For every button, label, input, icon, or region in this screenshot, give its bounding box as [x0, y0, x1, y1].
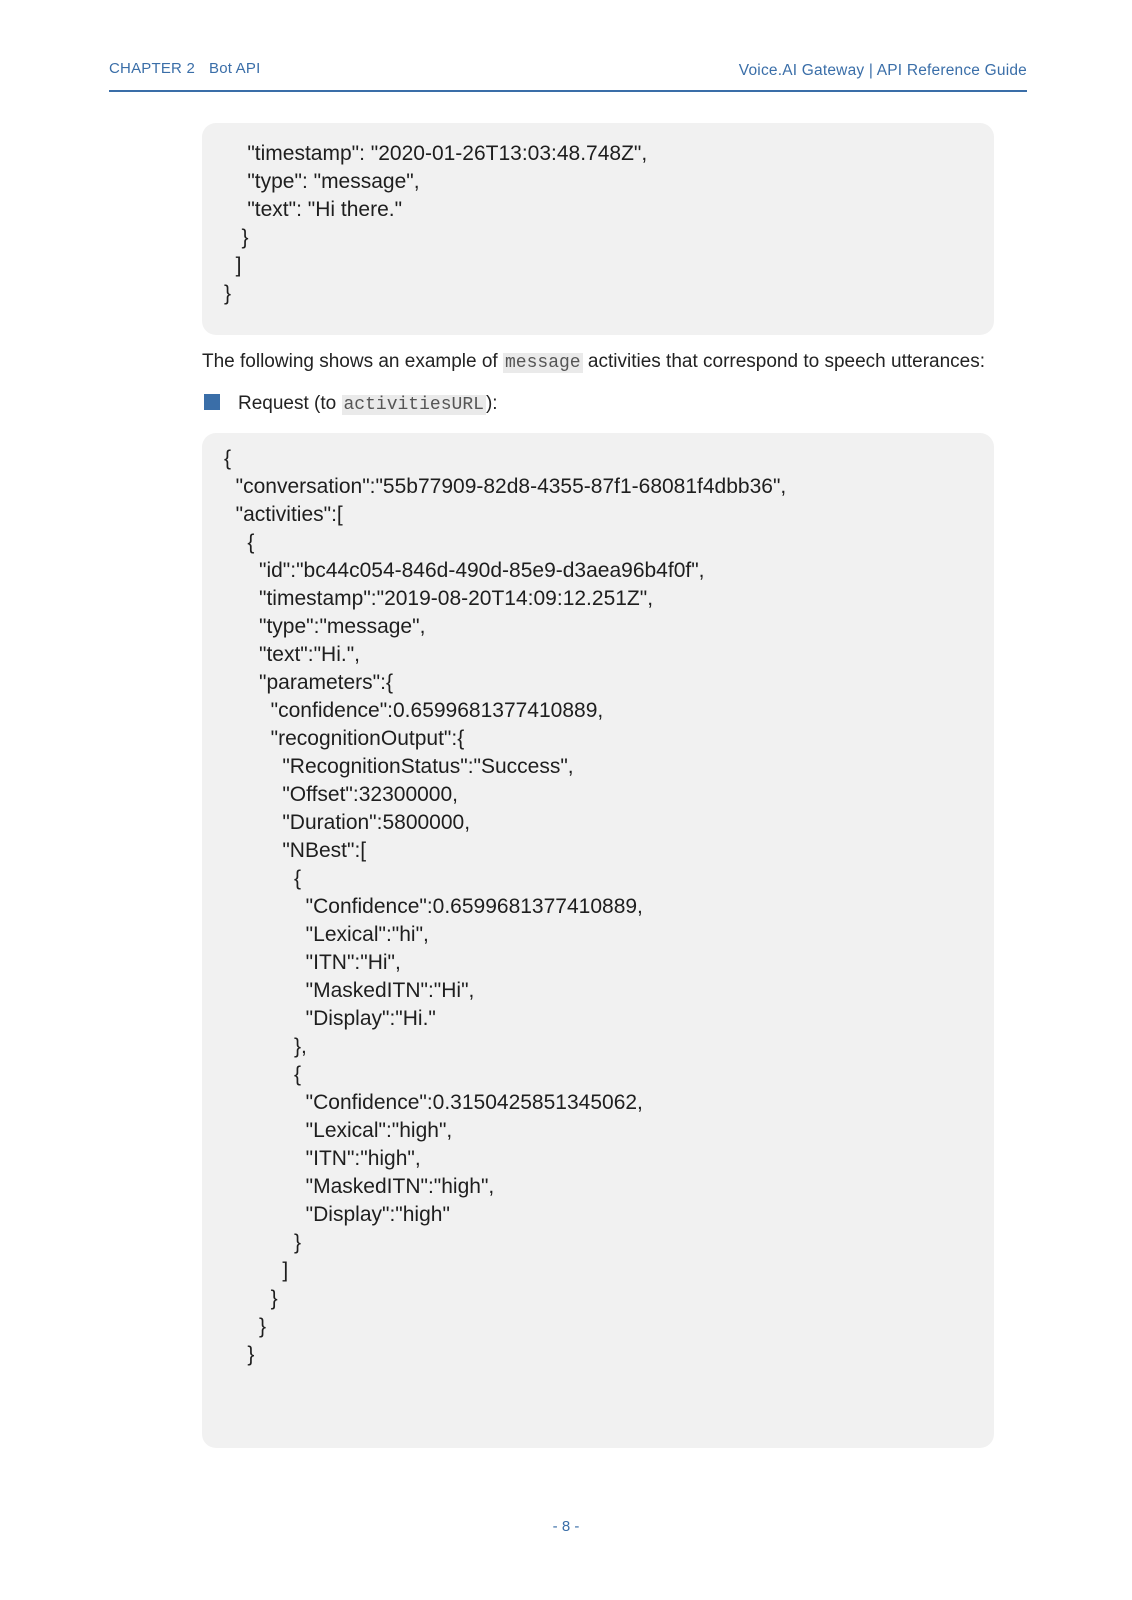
code-line: "timestamp": "2020-01-26T13:03:48.748Z", [224, 142, 648, 165]
code-line: "confidence":0.6599681377410889, [224, 699, 604, 722]
code-line: } [224, 1231, 302, 1254]
code-line: "id":"bc44c054-846d-490d-85e9-d3aea96b4f0f", [224, 559, 705, 582]
code-line: "recognitionOutput":{ [224, 727, 465, 750]
code-line: "ITN":"high", [224, 1147, 421, 1170]
code-line: "Display":"Hi." [224, 1007, 436, 1030]
code-line: "Confidence":0.6599681377410889, [224, 895, 643, 918]
chapter-number: CHAPTER 2 [109, 60, 195, 77]
code-line: } [224, 1287, 278, 1310]
paragraph-text-before: The following shows an example of [202, 351, 503, 372]
code-line: "type": "message", [224, 170, 420, 193]
code-line: "Display":"high" [224, 1203, 450, 1226]
code-line: "RecognitionStatus":"Success", [224, 755, 574, 778]
code-block-request [202, 433, 994, 1448]
code-line: "MaskedITN":"Hi", [224, 979, 475, 1002]
bullet-text-before: Request (to [238, 393, 342, 414]
header-chapter-label [109, 60, 260, 77]
code-line: "NBest":[ [224, 839, 367, 862]
inline-code-message: message [505, 353, 581, 373]
code-line: { [224, 447, 232, 470]
code-line: } [224, 1343, 255, 1366]
code-line: "text":"Hi.", [224, 643, 361, 666]
code-line: "activities":[ [224, 503, 343, 526]
code-line: { [224, 867, 302, 890]
page-number: - 8 - [552, 1518, 580, 1535]
code-line: { [224, 531, 255, 554]
code-line: "ITN":"Hi", [224, 951, 401, 974]
inline-code-activities-url: activitiesURL [343, 395, 484, 415]
chapter-title: Bot API [209, 60, 261, 77]
bullet-text-after: ): [485, 393, 498, 414]
code-line: "Lexical":"high", [224, 1119, 453, 1142]
code-line: "type":"message", [224, 615, 426, 638]
bullet-square-icon [204, 394, 220, 410]
code-line: "Duration":5800000, [224, 811, 471, 834]
code-line: } [224, 1315, 267, 1338]
code-line: } [224, 282, 232, 305]
code-block-response-end [202, 123, 994, 335]
code-line: }, [224, 1035, 307, 1058]
bullet-item-request [204, 393, 498, 415]
code-line: "MaskedITN":"high", [224, 1175, 495, 1198]
page-header [109, 58, 1027, 92]
code-line: "text": "Hi there." [224, 198, 403, 221]
code-line: "Offset":32300000, [224, 783, 458, 806]
code-line: "parameters":{ [224, 671, 393, 694]
code-line: "Confidence":0.3150425851345062, [224, 1091, 643, 1114]
code-line: } [224, 226, 249, 249]
code-line: ] [224, 254, 242, 277]
document-title: Voice.AI Gateway | API Reference Guide [738, 62, 1027, 79]
code-line: "conversation":"55b77909-82d8-4355-87f1-68081f4dbb36", [224, 475, 787, 498]
code-line: { [224, 1063, 302, 1086]
code-line: "timestamp":"2019-08-20T14:09:12.251Z", [224, 587, 654, 610]
code-line: "Lexical":"hi", [224, 923, 429, 946]
paragraph-text-after: activities that correspond to speech utterances: [582, 351, 986, 372]
code-line: ] [224, 1259, 289, 1282]
body-paragraph [202, 351, 985, 373]
